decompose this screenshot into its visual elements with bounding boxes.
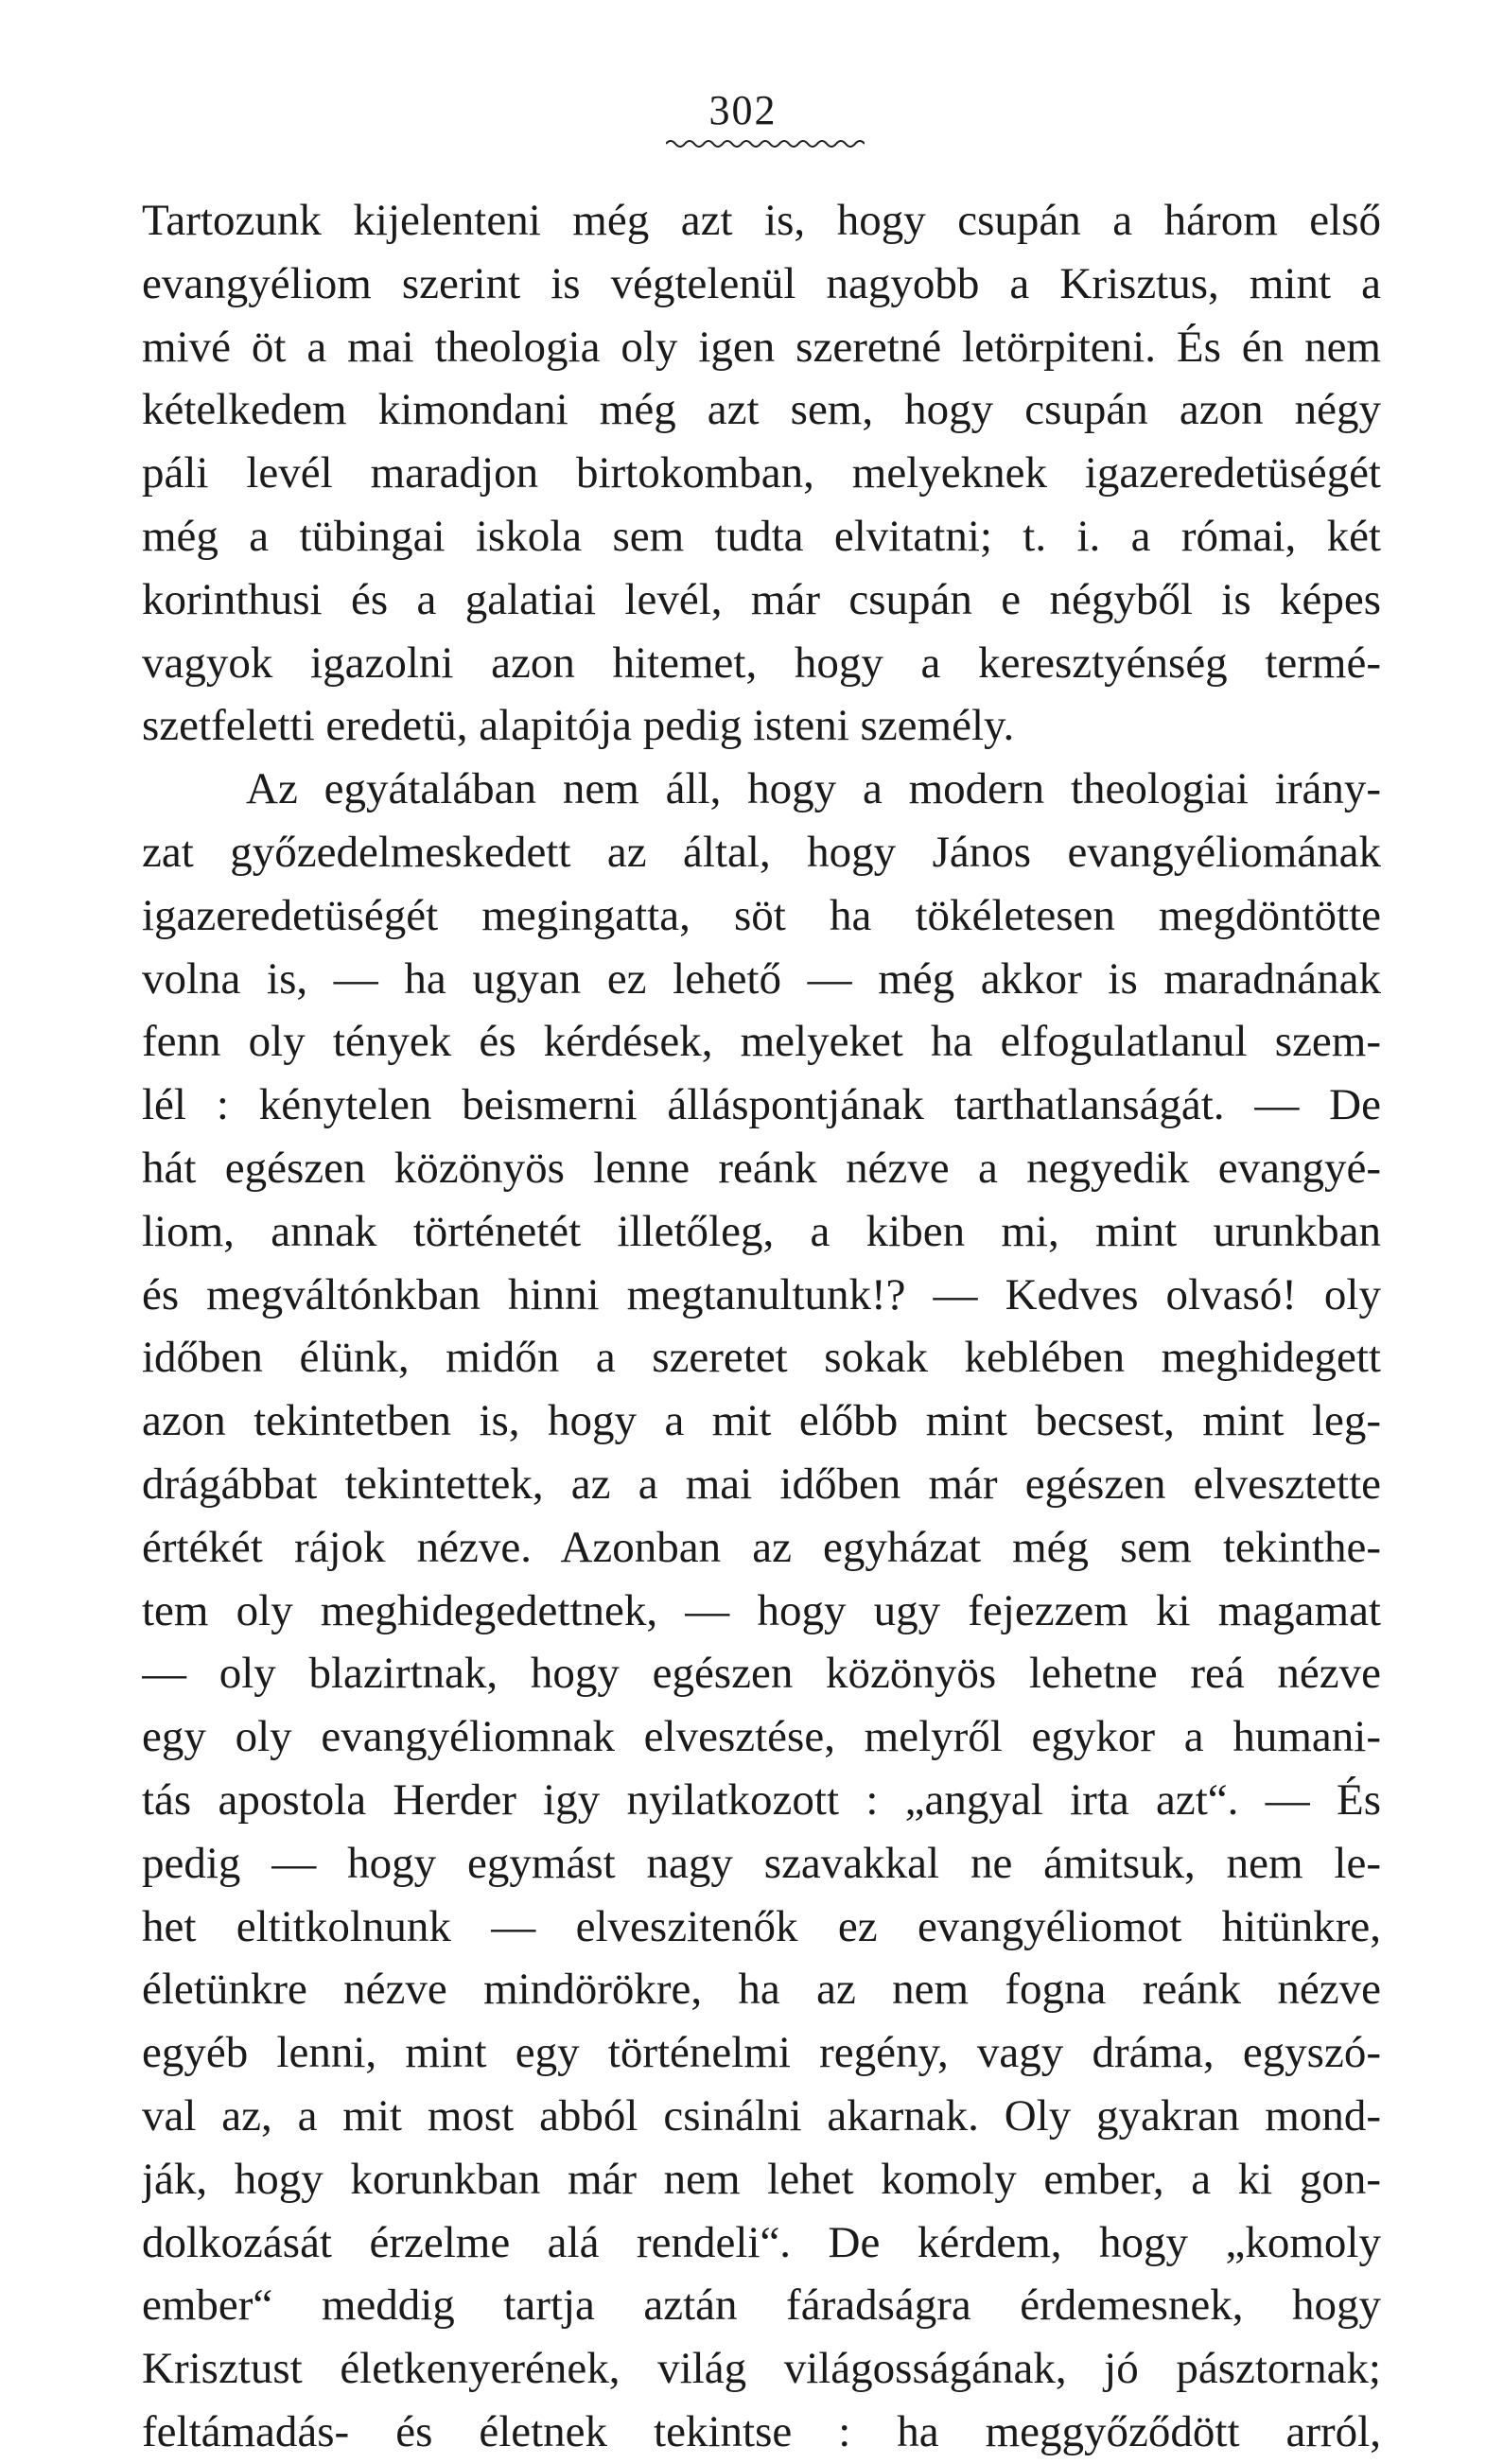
text-line: egyéb lenni, mint egy történelmi regény, vagy dráma, egyszó- bbox=[142, 2028, 1381, 2078]
text-line: korinthusi és a galatiai levél, már csupán e négyből is képes bbox=[142, 574, 1381, 624]
text-line: volna is, — ha ugyan ez lehető — még akkor is maradnának bbox=[142, 953, 1381, 1004]
text-line: és megváltónkban hinni megtanultunk!? — Kedves olvasó! oly bbox=[142, 1269, 1381, 1319]
text-line: életünkre nézve mindörökre, ha az nem fogna reánk nézve bbox=[142, 1965, 1381, 2015]
text-line: ják, hogy korunkban már nem lehet komoly ember, a ki gon- bbox=[142, 2154, 1381, 2204]
text-line: hát egészen közönyös lenne reánk nézve a negyedik evangyé- bbox=[142, 1143, 1381, 1193]
text-line: kételkedem kimondani még azt sem, hogy csupán azon négy bbox=[142, 385, 1381, 435]
text-line: mivé öt a mai theologia oly igen szeretné letörpiteni. És én nem bbox=[142, 322, 1381, 372]
text-line: liom, annak történetét illetőleg, a kiben mi, mint urunkban bbox=[142, 1206, 1381, 1256]
text-line: feltámadás- és életnek tekintse : ha meggyőződött arról, bbox=[142, 2406, 1381, 2456]
text-line: pedig — hogy egymást nagy szavakkal ne ámitsuk, nem le- bbox=[142, 1838, 1381, 1888]
wavy-rule-ornament-icon bbox=[666, 137, 865, 150]
text-line: evangyéliom szerint is végtelenül nagyobb a Krisztus, mint a bbox=[142, 258, 1381, 308]
text-line: időben élünk, midőn a szeretet sokak keblében meghidegett bbox=[142, 1333, 1381, 1383]
paragraph-start-line: Az egyátalában nem áll, hogy a modern theologiai irány- bbox=[246, 764, 1381, 814]
text-line: egy oly evangyéliomnak elvesztése, melyről egykor a humani- bbox=[142, 1712, 1381, 1762]
text-line: Tartozunk kijelenteni még azt is, hogy csupán a három első bbox=[142, 196, 1381, 245]
text-line: páli levél maradjon birtokomban, melyeknek igazeredetüségét bbox=[142, 448, 1381, 498]
text-line: szetfeletti eredetü, alapitója pedig isteni személy. bbox=[142, 701, 1015, 751]
text-line: igazeredetüségét megingatta, söt ha tökéletesen megdöntötte bbox=[142, 890, 1381, 940]
text-line: tás apostola Herder igy nyilatkozott : „angyal irta azt“. — És bbox=[142, 1774, 1381, 1825]
text-line: értékét rájok nézve. Azonban az egyházat még sem tekinthe- bbox=[142, 1522, 1381, 1572]
text-line: fenn oly tények és kérdések, melyeket ha elfogulatlanul szem- bbox=[142, 1017, 1381, 1067]
text-line: vagyok igazolni azon hitemet, hogy a keresztyénség termé- bbox=[142, 638, 1381, 688]
text-line: val az, a mit most abból csinálni akarnak. Oly gyakran mond- bbox=[142, 2090, 1381, 2141]
text-line: azon tekintetben is, hogy a mit előbb mint becsest, mint leg- bbox=[142, 1396, 1381, 1446]
text-line: Krisztust életkenyerének, világ világosságának, jó pásztornak; bbox=[142, 2344, 1381, 2394]
text-line: zat győzedelmeskedett az által, hogy János evangyéliomának bbox=[142, 827, 1381, 877]
text-line: még a tübingai iskola sem tudta elvitatni; t. i. a római, két bbox=[142, 511, 1381, 561]
text-line: ember“ meddig tartja aztán fáradságra érdemesnek, hogy bbox=[142, 2281, 1381, 2331]
text-line: drágábbat tekintettek, az a mai időben már egészen elvesztette bbox=[142, 1459, 1381, 1509]
text-line: lél : kénytelen beismerni álláspontjának tarthatlanságát. — De bbox=[142, 1080, 1381, 1130]
body-text bbox=[142, 189, 1381, 2464]
page-number: 302 bbox=[708, 87, 778, 133]
text-line: tem oly meghidegedettnek, — hogy ugy fejezzem ki magamat bbox=[142, 1585, 1381, 1635]
text-line: het eltitkolnunk — elveszitenők ez evangyéliomot hitünkre, bbox=[142, 1901, 1381, 1951]
text-line: dolkozását érzelme alá rendeli“. De kérdem, hogy „komoly bbox=[142, 2217, 1381, 2267]
text-line: — oly blazirtnak, hogy egészen közönyös lehetne reá nézve bbox=[142, 1649, 1381, 1699]
